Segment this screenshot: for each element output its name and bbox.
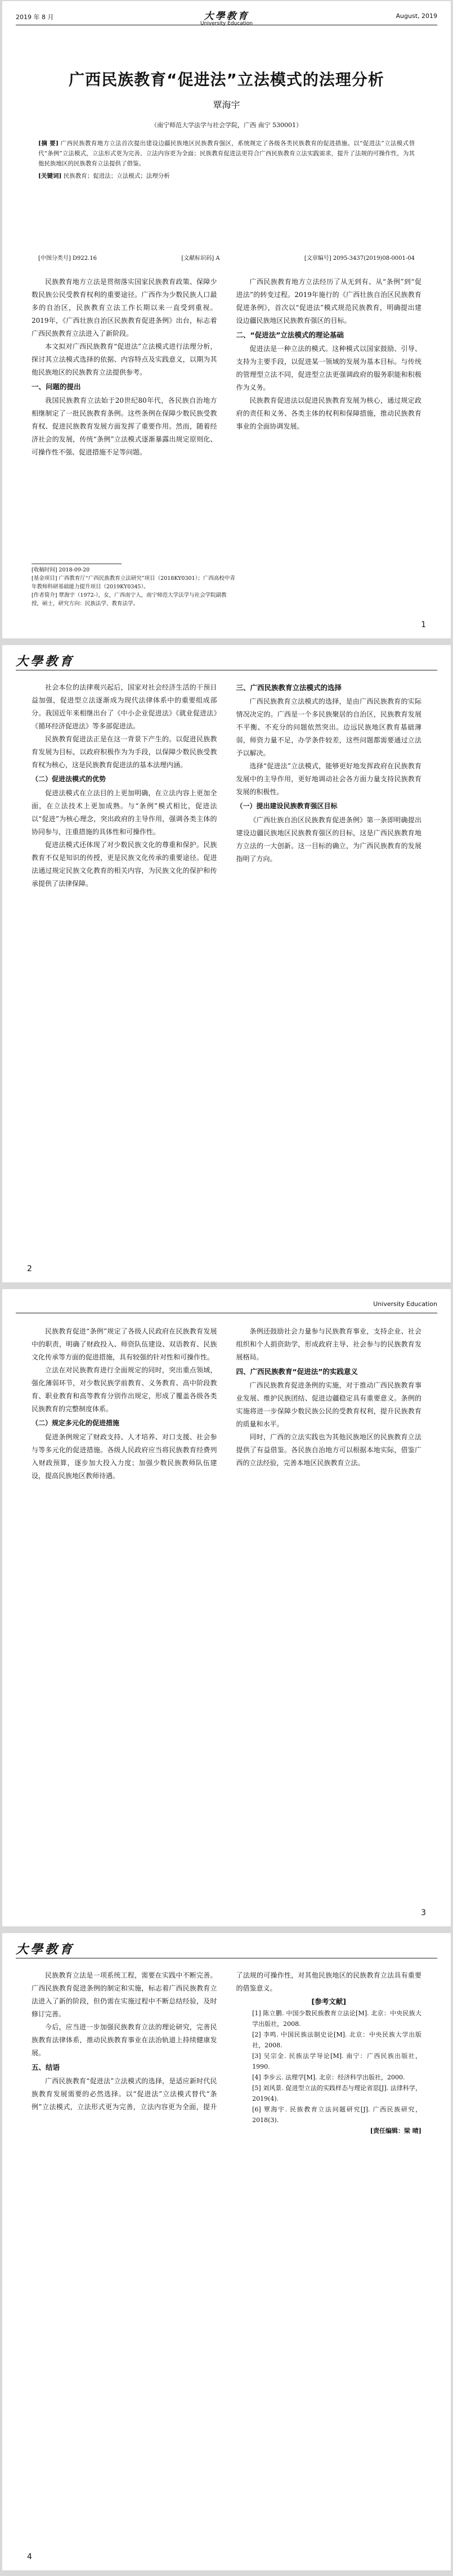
paragraph: 广西民族教育“促进法”立法模式的选择，是适应新时代民族教育发展需要的必然选择。以“促进法”立法模式替代“条例”立法模式，立法形式更为完善，立法内容更为全面，提升了法规的可操作性，对其他民族地区的民族教育立法具有重要的借鉴意义。 xyxy=(32,1971,421,2111)
subsection-heading: （一）提出建设民族教育强区目标 xyxy=(236,802,338,810)
paragraph: 民族教育立法是一项系统工程，需要在实践中不断完善。广西民族教育促进条例的制定和实施，标志着广西民族教育立法进入了新的阶段，但仍需在实施过程中不断总结经验，及时修订完善。 xyxy=(32,1971,217,2018)
paragraph: 选择“促进法”立法模式，能够更好地发挥政府在民族教育发展中的主导作用，更好地调动社会各方面力量支持民族教育发展的积极性。 xyxy=(236,762,421,796)
section-heading: 一、问题的提出 xyxy=(32,382,81,391)
paragraph: 民族教育地方立法是贯彻落实国家民族教育政策、保障少数民族公民受教育权利的重要途径。广西作为少数民族人口最多的自治区，民族教育立法工作长期以来一直受到重视。2019年，《广西壮族自治区民族教育促进条例》出台，标志着广西民族教育立法进入了新阶段。 xyxy=(32,278,217,337)
paragraph: 同时，广西的立法实践也为其他民族地区的民族教育立法提供了有益借鉴。各民族自治地方可以根据本地实际，借鉴广西的立法经验，完善本地区民族教育立法。 xyxy=(236,1433,421,1467)
page-header xyxy=(16,650,437,670)
reference-item: [2] 李鸣. 中国民族法制史论[M]. 北京：中央民族大学出版社，2008. xyxy=(252,2031,421,2049)
paragraph: 社会本位的法律观兴起后，国家对社会经济生活的干预日益加强，促进型立法逐渐成为现代法律体系中的重要组成部分。我国近年来相继出台了《中小企业促进法》《就业促进法》《循环经济促进法》等多部促进法。 xyxy=(32,683,217,730)
page-4 xyxy=(2,1933,451,2570)
author-affiliation: （南宁师范大学法学与社会学院，广西 南宁 530001） xyxy=(151,121,302,129)
paragraph: 促进法模式在立法目的上更加明确，在立法内容上更加全面，在立法技术上更加成熟。与“条例”模式相比，促进法以“促进”为核心理念，突出政府的主导作用，强调各类主体的协同参与，注重措施的具体性和可操作性。 xyxy=(32,789,217,836)
body-text xyxy=(32,1325,421,1893)
reference-item: [6] 覃海宇. 民族教育立法问题研究[J]. 广西民族研究，2018(3). xyxy=(252,2106,421,2124)
article-author: 覃海宇 xyxy=(213,100,240,110)
page-number: 3 xyxy=(421,1908,426,1917)
body-text xyxy=(32,1969,421,2273)
journal-title: 大學教育 xyxy=(16,654,75,669)
paragraph: 民族教育促进法正是在这一背景下产生的。以促进民族教育发展为目标，以政府积极作为为手段，以保障少数民族受教育权为核心，这是民族教育促进法的基本法理内涵。 xyxy=(32,735,217,769)
keywords-text: 民族教育；促进法；立法模式；法理分析 xyxy=(63,173,170,179)
keywords-label: [关键词] xyxy=(38,173,62,179)
journal-title: 大學教育 xyxy=(16,1942,75,1957)
page-3 xyxy=(2,1289,451,1926)
responsible-editor: [责任编辑：梁 晴] xyxy=(370,2127,421,2134)
article-number: [文章编号] 2095-3437(2019)08-0001-04 xyxy=(304,255,415,262)
paragraph: 本文拟对广西民族教育“促进法”立法模式进行法理分析，探讨其立法模式选择的依据、内容特点及实践意义，以期为其他民族地区的民族教育立法提供参考。 xyxy=(32,343,217,376)
reference-item: [3] 吴宗金. 民族法学导论[M]. 南宁：广西民族出版社，1990. xyxy=(252,2052,421,2070)
footnote-fund: [基金项目] 广西教育厅“广西民族教育立法研究”项目（2018KY0301）；广西高校中青年教师科研基础能力提升项目（2019KY0345）。 xyxy=(32,575,235,590)
body-text xyxy=(32,681,421,1249)
references xyxy=(236,1996,422,2136)
body-text xyxy=(32,276,421,557)
section-heading: 二、“促进法”立法模式的理论基础 xyxy=(236,331,344,339)
paragraph: 促进法是一种立法的模式。这种模式以国家鼓励、引导、支持为主要手段，以促进某一领域的发展为基本目标。与传统的管理型立法不同，促进型立法更强调政府的服务职能和积极作为义务。 xyxy=(236,345,421,391)
paragraph: 广西民族教育促进条例的实施，对于推动广西民族教育事业发展、维护民族团结、促进边疆稳定具有重要意义。条例的实施将进一步保障少数民族公民的受教育权利，提升民族教育的质量和水平。 xyxy=(236,1381,421,1428)
section-heading: 四、广西民族教育“促进法”的实践意义 xyxy=(236,1367,358,1376)
page-1 xyxy=(2,1,451,638)
paragraph: 我国民族教育立法始于20世纪80年代，各民族自治地方相继制定了一批民族教育条例。这些条例在保障少数民族受教育权、促进民族教育发展方面发挥了重要作用。然而，随着经济社会的发展，传统“条例”立法模式逐渐暴露出规定原则化、可操作性不强、促进措施不足等问题。 xyxy=(32,397,217,456)
paragraph: 民族教育促进“条例”规定了各级人民政府在民族教育发展中的职责，明确了财政投入、师资队伍建设、双语教育、民族文化传承等方面的促进措施，具有较强的针对性和可操作性。 xyxy=(32,1327,217,1361)
abstract-text: 广西民族教育地方立法首次提出建设边疆民族地区民族教育强区，系统规定了各级各类民族教育的促进措施。以“促进法”立法模式替代“条例”立法模式，立法形式更为完善、立法内容更为全面；民族教育促进法更符合广西民族教育立法实践需求，提升了法规的可操作性，为其他民族地区的民族教育立法提供了借鉴。 xyxy=(38,140,415,167)
paragraph: 立法在对民族教育进行全面规定的同时，突出重点领域，强化薄弱环节，对少数民族学前教育、义务教育、高中阶段教育、职业教育和高等教育分别作出规定，形成了覆盖各级各类民族教育的完整制度体系。 xyxy=(32,1366,217,1413)
abstract xyxy=(38,138,415,169)
keywords xyxy=(38,171,415,181)
page-number: 4 xyxy=(27,2552,32,2561)
page-header xyxy=(16,1938,437,1958)
page-2 xyxy=(2,645,451,1282)
journal-title-en: University Education xyxy=(200,21,253,26)
reference-item: [4] 李步云. 法理学[M]. 北京：经济科学出版社，2000. xyxy=(252,2074,405,2081)
paragraph: 促进法模式还体现了对少数民族文化的尊重和保护。民族教育不仅是知识的传授，更是民族文化传承的重要途径。促进法通过规定民族文化教育的相关内容，为民族文化的保护和传承提供了法律保障。 xyxy=(32,841,217,888)
journal-title: 大學教育 xyxy=(204,11,249,22)
footnotes xyxy=(32,566,237,608)
paragraph: 促进条例规定了财政支持、人才培养、对口支援、社会参与等多元化的促进措施。各级人民政府应当将民族教育经费列入财政预算，逐步加大投入力度；加强少数民族教师队伍建设，提高民族地区教师待遇。 xyxy=(32,1433,217,1480)
abstract-label: [摘 要] xyxy=(38,140,59,147)
article-title: 广西民族教育“促进法”立法模式的法理分析 xyxy=(69,70,384,89)
footnote-author: [作者简介] 覃海宇（1972-），女，广西南宁人，南宁师范大学法学与社会学院副教授，硕士，研究方向：民族法学、教育法学。 xyxy=(32,592,227,607)
paragraph: 广西民族教育地方立法经历了从无到有、从“条例”到“促进法”的转变过程。2019年施行的《广西壮族自治区民族教育促进条例》，首次以“促进法”模式规范民族教育，明确提出建设边疆民族地区民族教育强区的目标。 xyxy=(236,278,421,325)
subsection-heading: （二）规定多元化的促进措施 xyxy=(32,1419,120,1427)
page-number: 2 xyxy=(27,1264,32,1273)
subsection-heading: （二）促进法模式的优势 xyxy=(32,775,106,783)
issue-date: 2019 年 8 月 xyxy=(16,13,54,21)
paragraph: 广西民族教育立法模式的选择，是由广西民族教育的实际情况决定的。广西是一个多民族聚居的自治区，民族教育发展不平衡、不充分的问题依然突出。边远民族地区教育基础薄弱，师资力量不足，办学条件较差，这些问题都需要通过立法予以解决。 xyxy=(236,697,421,757)
paragraph: 条例还鼓励社会力量参与民族教育事业，支持企业、社会组织和个人捐资助学，形成政府主导、社会参与的民族教育发展格局。 xyxy=(236,1327,421,1361)
section-heading: 五、结语 xyxy=(32,2063,60,2071)
journal-brand xyxy=(16,8,437,26)
paragraph: 《广西壮族自治区民族教育促进条例》第一条即明确提出建设边疆民族地区民族教育强区的目标，这是广西民族教育地方立法的一大创新。这一目标的确立，为广西民族教育的发展指明了方向。 xyxy=(236,816,421,863)
reference-item: [1] 陈立鹏. 中国少数民族教育立法论[M]. 北京：中央民族大学出版社，2008. xyxy=(252,2010,421,2028)
issue-month-en: August, 2019 xyxy=(396,12,437,20)
section-heading: 三、广西民族教育立法模式的选择 xyxy=(236,683,342,692)
paragraph: 今后，应当进一步加强民族教育立法的理论研究，完善民族教育法律体系，推动民族教育事业在法治轨道上持续健康发展。 xyxy=(32,2023,217,2057)
footnote-received: [收稿时间] 2018-09-20 xyxy=(32,567,90,573)
page-number: 1 xyxy=(421,620,426,629)
abstract-block xyxy=(38,138,415,183)
journal-title-en: University Education xyxy=(373,1300,437,1308)
classification-number: [中图分类号] D922.16 xyxy=(38,255,97,262)
reference-item: [5] 刘风景. 促进型立法的实践样态与理论省思[J]. 法律科学，2019(4). xyxy=(252,2084,421,2102)
article-meta xyxy=(38,253,415,262)
references-heading: [参考文献] xyxy=(311,1997,346,2006)
page-header xyxy=(16,7,437,25)
paragraph: 民族教育促进法以促进民族教育发展为核心，通过规定政府的责任和义务、各类主体的权利和保障措施，推动民族教育事业的全面协调发展。 xyxy=(236,397,421,430)
document-code: [文献标识码] A xyxy=(181,255,220,262)
page-header xyxy=(16,1295,437,1313)
